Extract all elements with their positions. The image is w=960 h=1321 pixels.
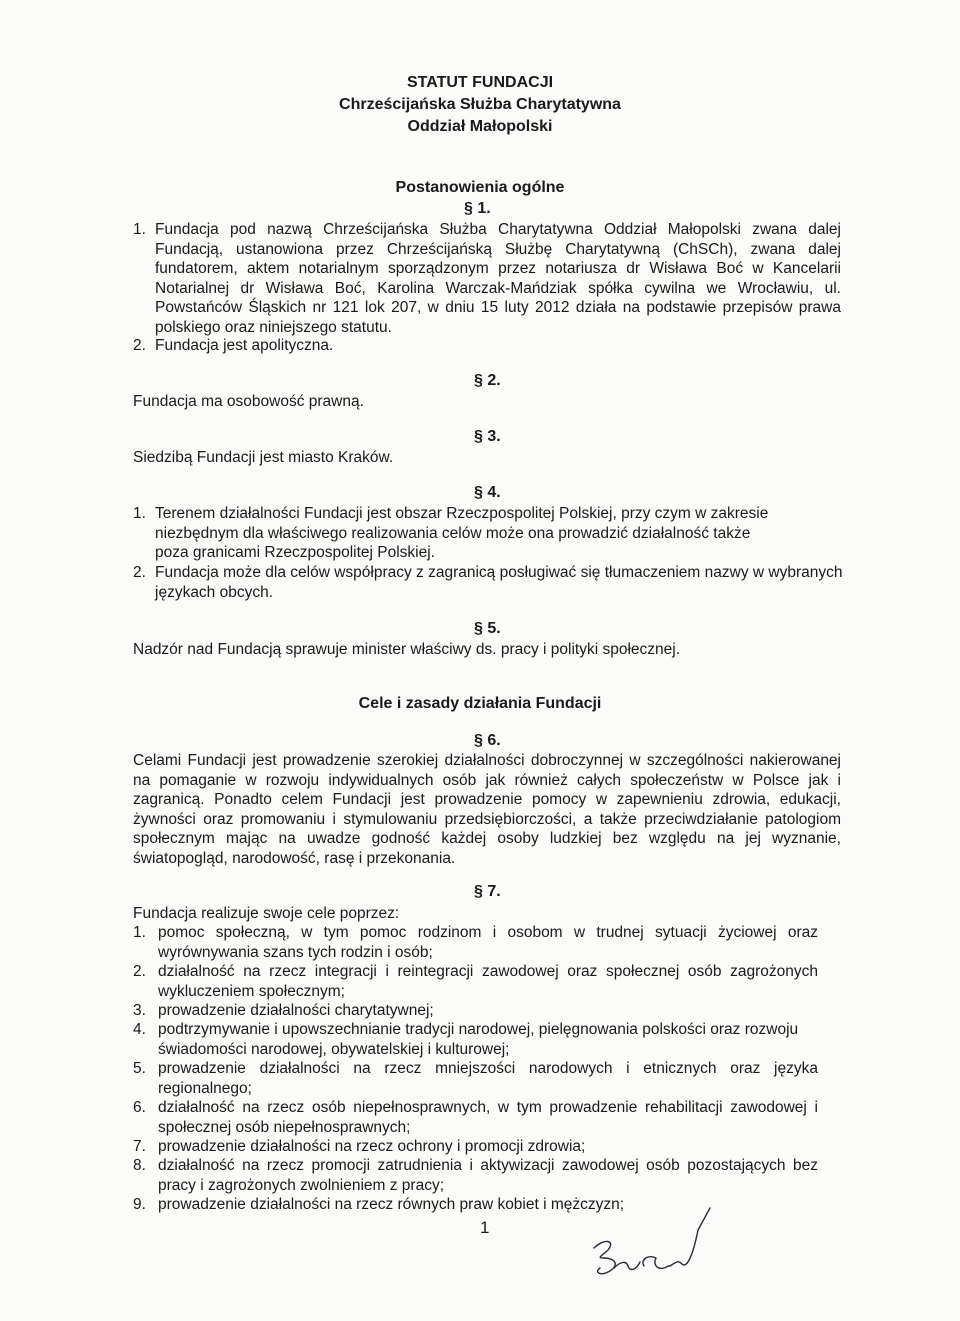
paragraph-1-item-1: Fundacja pod nazwą Chrześcijańska Służba Charytatywna Oddział Małopolski zwana dalej Fundacją, ustanowiona przez Chrześcijańską Służbę Charytatywną (ChSCh), zwana dalej fundatorem, aktem notarialnym sporządzonym przez notariusza dr Wisława Boć w Kancelarii Notarialnej dr Wisława Boć, Karolina Warczak-Mańdziak spółka cywilna we Wrocławiu, ul. Powstańców Śląskich nr 121 lok 207, w dniu 15 luty 2012 działa na podstawie przepisów prawa polskiego oraz niniejszego statutu.: [155, 221, 841, 336]
list-number: 2.: [133, 963, 146, 980]
goal-item: podtrzymywanie i upowszechnianie tradycji narodowej, pielęgnowania polskości oraz rozwoju świadomości narodowej, obywatelskiej i kulturowej;: [158, 1021, 799, 1058]
paragraph-7-intro: Fundacja realizuje swoje cele poprzez:: [133, 905, 400, 922]
paragraph-sign-5: § 5.: [474, 620, 501, 637]
goal-item: prowadzenie działalności na rzecz mniejszości narodowych i etnicznych oraz języka regionalnego;: [158, 1060, 818, 1097]
paragraph-5-text: Nadzór nad Fundacją sprawuje minister właściwy ds. pracy i polityki społecznej.: [133, 641, 681, 658]
paragraph-4-item-1: Terenem działalności Fundacji jest obszar Rzeczpospolitej Polskiej, przy czym w zakresie niezbędnym dla właściwego realizowania celów może ona prowadzić działalność także poza granicami Rzeczpospolitej Polskiej.: [155, 505, 769, 561]
paragraph-1-item-2: Fundacja jest apolityczna.: [155, 337, 334, 354]
paragraph-sign-2: § 2.: [474, 372, 501, 389]
branch-name: Oddział Małopolski: [407, 118, 553, 135]
foundation-name: Chrześcijańska Służba Charytatywna: [339, 96, 621, 113]
goal-item: prowadzenie działalności na rzecz ochrony i promocji zdrowia;: [158, 1138, 586, 1155]
paragraph-sign-1: § 1.: [464, 200, 491, 217]
section-heading-goals: Cele i zasady działania Fundacji: [358, 695, 602, 712]
document-title: STATUT FUNDACJI: [406, 74, 554, 91]
paragraph-sign-3: § 3.: [474, 428, 501, 445]
paragraph-sign-6: § 6.: [474, 732, 501, 749]
goal-item: działalność na rzecz osób niepełnosprawnych, w tym prowadzenie rehabilitacji zawodowej i społecznej osób niepełnosprawnych;: [158, 1099, 818, 1136]
list-number: 8.: [133, 1157, 146, 1174]
paragraph-2-text: Fundacja ma osobowość prawną.: [133, 393, 364, 410]
list-number: 2.: [133, 564, 146, 581]
goal-item: prowadzenie działalności na rzecz równych praw kobiet i mężczyzn;: [158, 1196, 625, 1213]
list-number: 5.: [133, 1060, 146, 1077]
list-number: 1.: [133, 505, 146, 522]
page-number: 1: [480, 1218, 490, 1237]
list-number: 1.: [133, 924, 146, 941]
paragraph-6-text: Celami Fundacji jest prowadzenie szerokiej działalności dobroczynnej w szczególności nakierowanej na pomaganie w rozwoju indywidualnych osób jak również całych społeczeństw w Polsce jak i zagranicą. Ponadto celem Fundacji jest prowadzenie pomocy w zapewnieniu zdrowia, edukacji, żywności oraz promowaniu i stymulowaniu przedsiębiorczości, a także przeciwdziałanie patologiom społecznym mając na uwadze godność każdej osoby ludzkiej bez względu na jej wyznanie, światopogląd, narodowość, rasę i przekonania.: [133, 752, 841, 867]
list-number: 2.: [133, 337, 146, 354]
list-number: 1.: [133, 221, 146, 238]
list-number: 9.: [133, 1196, 146, 1213]
goal-item: prowadzenie działalności charytatywnej;: [158, 1002, 434, 1019]
list-number: 3.: [133, 1002, 146, 1019]
list-number: 4.: [133, 1021, 146, 1038]
goal-item: działalność na rzecz promocji zatrudnienia i aktywizacji zawodowej osób pozostających bez pracy i zagrożonych zwolnieniem z pracy;: [158, 1157, 818, 1194]
list-number: 6.: [133, 1099, 146, 1116]
goal-item: działalność na rzecz integracji i reintegracji zawodowej oraz społecznej osób zagrożonych wykluczeniem społecznym;: [158, 963, 818, 1000]
paragraph-3-text: Siedzibą Fundacji jest miasto Kraków.: [133, 449, 394, 466]
paragraph-sign-7: § 7.: [474, 883, 501, 900]
paragraph-4-item-2: Fundacja może dla celów współpracy z zagranicą posługiwać się tłumaczeniem nazwy w wybranych językach obcych.: [155, 564, 843, 601]
list-number: 7.: [133, 1138, 146, 1155]
goal-item: pomoc społeczną, w tym pomoc rodzinom i osobom w trudnej sytuacji życiowej oraz wyrównywania szans tych rodzin i osób;: [158, 924, 818, 961]
section-heading-general: Postanowienia ogólne: [395, 179, 565, 196]
handwritten-signature: [586, 1200, 716, 1280]
paragraph-sign-4: § 4.: [474, 484, 501, 501]
